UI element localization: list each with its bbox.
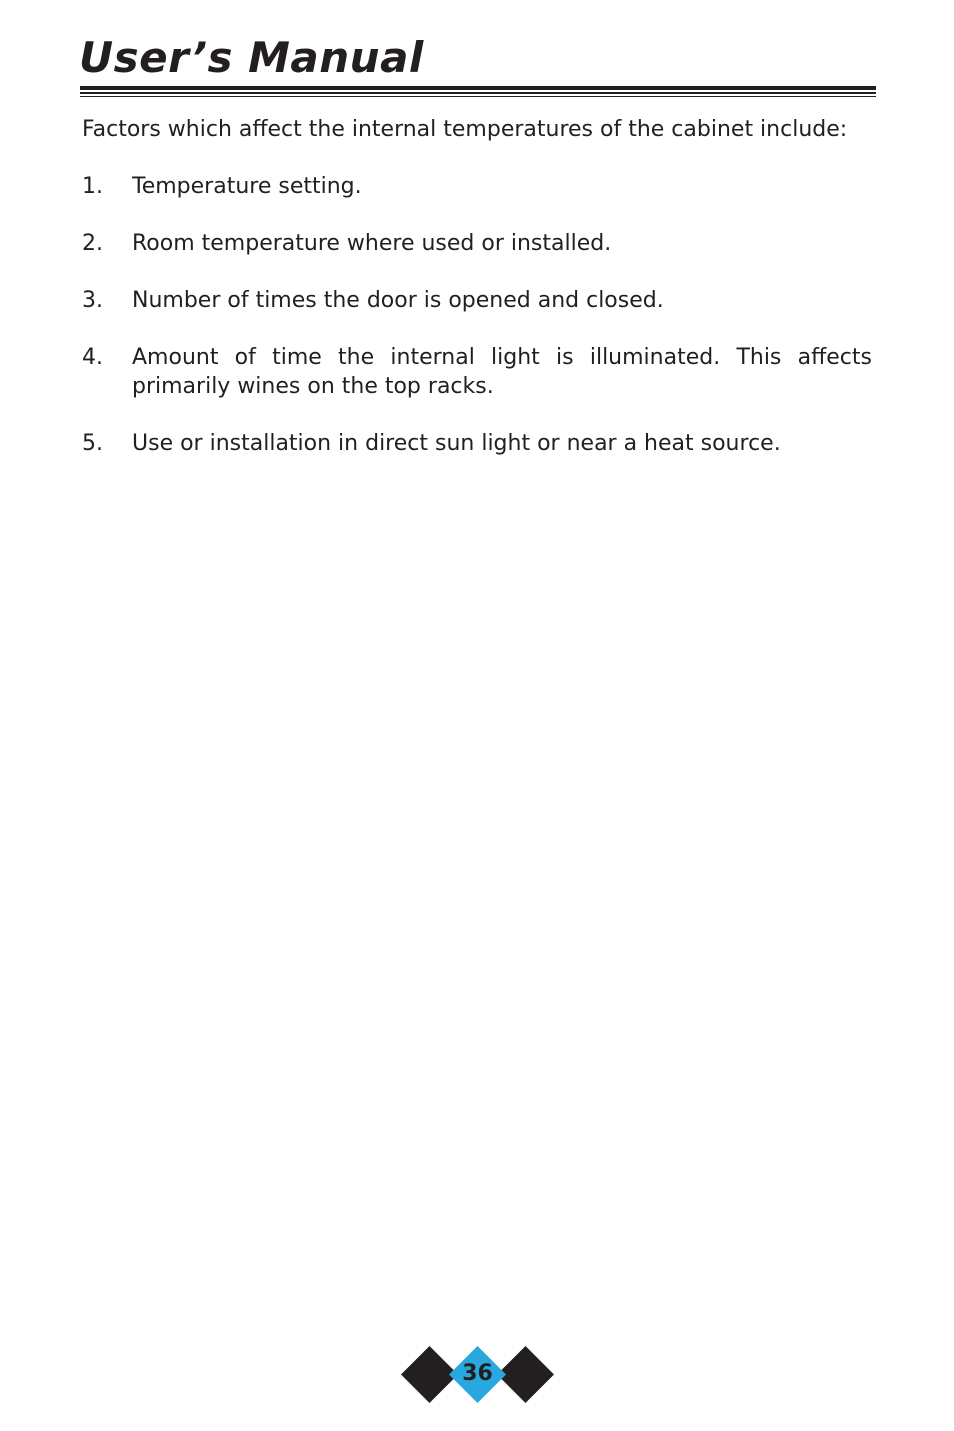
- list-item: [82, 229, 872, 258]
- page-number: 36: [462, 1361, 493, 1386]
- page-number-badge: [401, 1346, 554, 1403]
- list-item-number: 5.: [82, 431, 103, 456]
- header-rule-thick: [80, 86, 876, 90]
- intro-paragraph: Factors which affect the internal temperatures of the cabinet include:: [82, 117, 848, 142]
- list-item: [82, 343, 872, 401]
- list-item-text: Room temperature where used or installed.: [132, 231, 612, 256]
- header-rule-thin: [80, 96, 876, 98]
- list-item: [82, 172, 872, 201]
- list-item: [82, 429, 872, 458]
- list-item-text: Number of times the door is opened and closed.: [132, 288, 664, 313]
- list-item-text: Amount of time the internal light is illuminated. This affects primarily wines on the top racks.: [132, 345, 872, 399]
- list-item-number: 1.: [82, 174, 103, 199]
- list-item-number: 3.: [82, 288, 103, 313]
- list-item-number: 2.: [82, 231, 103, 256]
- list-item-text: Use or installation in direct sun light or near a heat source.: [132, 431, 781, 456]
- list-item-text: Temperature setting.: [132, 174, 362, 199]
- list-item-number: 4.: [82, 345, 103, 370]
- header-rule-thin: [80, 92, 876, 94]
- manual-title: User’s Manual: [79, 33, 424, 82]
- list-item: [82, 286, 872, 315]
- factors-list: [82, 172, 872, 486]
